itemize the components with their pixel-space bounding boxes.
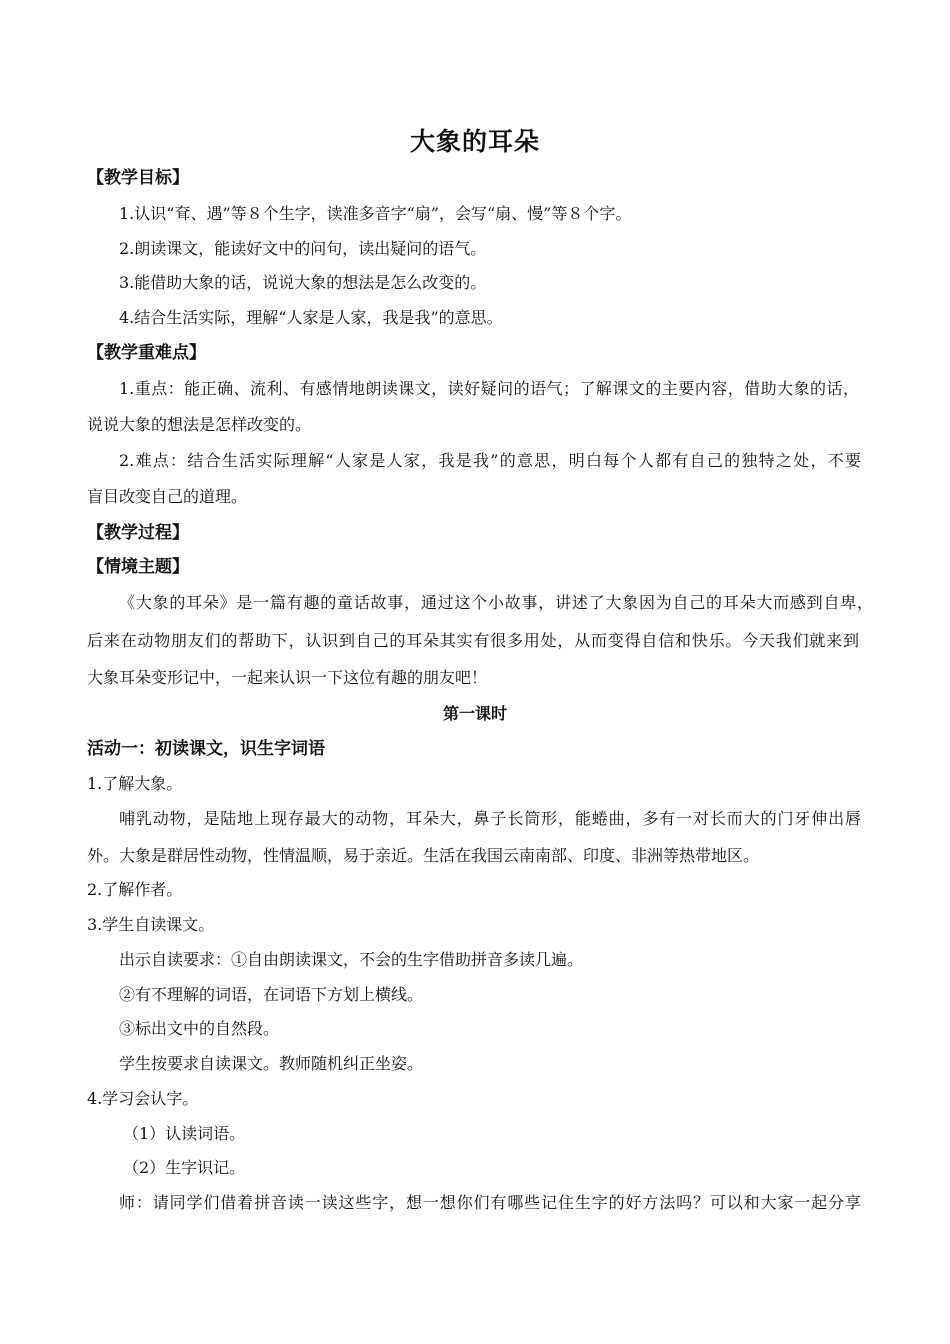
activity-text: 出示自读要求：①自由朗读课文，不会的生字借助拼音多读几遍。 [119, 950, 584, 969]
activity-item: 2.了解作者。 [87, 880, 183, 899]
scenario-text: 大象耳朵变形记中，一起来认识一下这位有趣的朋友吧！ [87, 668, 488, 687]
lesson-title: 第一课时 [442, 704, 507, 723]
page-title: 大象的耳朵 [409, 127, 540, 156]
key-point-text: 说说大象的想法是怎样改变的。 [87, 415, 312, 434]
key-point-text: 盲目改变自己的道理。 [87, 487, 248, 506]
scenario-text: 后来在动物朋友们的帮助下，认识到自己的耳朵其实有很多用处，从而变得自信和快乐。今天我们就来到 [87, 631, 859, 650]
activity-item: 1.了解大象。 [87, 774, 183, 793]
activity-text: 哺乳动物，是陆地上现存最大的动物，耳朵大，鼻子长筒形，能蜷曲，多有一对长而大的门牙伸出唇 [119, 809, 861, 828]
objective-item: 2.朗读课文，能读好文中的问句，读出疑问的语气。 [119, 239, 487, 258]
activity-item: 3.学生自读课文。 [87, 915, 215, 934]
objectives-heading: 【教学目标】 [87, 168, 189, 188]
activity-text: （2）生字识记。 [123, 1158, 246, 1177]
process-heading: 【教学过程】 [87, 523, 189, 543]
key-points-heading: 【教学重难点】 [87, 343, 206, 363]
objective-item: 1.认识“耷、遇”等８个生字，读准多音字“扇”，会写“扇、慢”等８个字。 [119, 204, 632, 223]
key-point-text: 2.难点：结合生活实际理解“人家是人家，我是我”的意思，明白每个人都有自己的独特之处，不要 [119, 451, 861, 470]
scenario-heading: 【情境主题】 [87, 557, 189, 577]
objective-item: 3.能借助大象的话，说说大象的想法是怎么改变的。 [119, 273, 487, 292]
activity-text: （1）认读词语。 [123, 1124, 246, 1143]
activity-text: ②有不理解的词语，在词语下方划上横线。 [119, 985, 424, 1004]
activity-item: 4.学习会认字。 [87, 1089, 199, 1108]
activity-text: 外。大象是群居性动物，性情温顺，易于亲近。生活在我国云南南部、印度、非洲等热带地区。 [87, 846, 760, 865]
activity-text: 师：请同学们借着拼音读一读这些字，想一想你们有哪些记住生字的好方法吗？可以和大家一起分享 [119, 1193, 861, 1212]
objective-item: 4.结合生活实际，理解“人家是人家，我是我”的意思。 [119, 308, 503, 327]
activity-text: ③标出文中的自然段。 [119, 1019, 280, 1038]
activity-heading: 活动一：初读课文，识生字词语 [87, 739, 325, 759]
scenario-text: 《大象的耳朵》是一篇有趣的童话故事，通过这个小故事，讲述了大象因为自己的耳朵大而感到自卑， [119, 593, 873, 612]
activity-text: 学生按要求自读课文。教师随机纠正坐姿。 [119, 1054, 424, 1073]
key-point-text: 1.重点：能正确、流利、有感情地朗读课文，读好疑问的语气；了解课文的主要内容，借助大象的话， [119, 379, 859, 398]
